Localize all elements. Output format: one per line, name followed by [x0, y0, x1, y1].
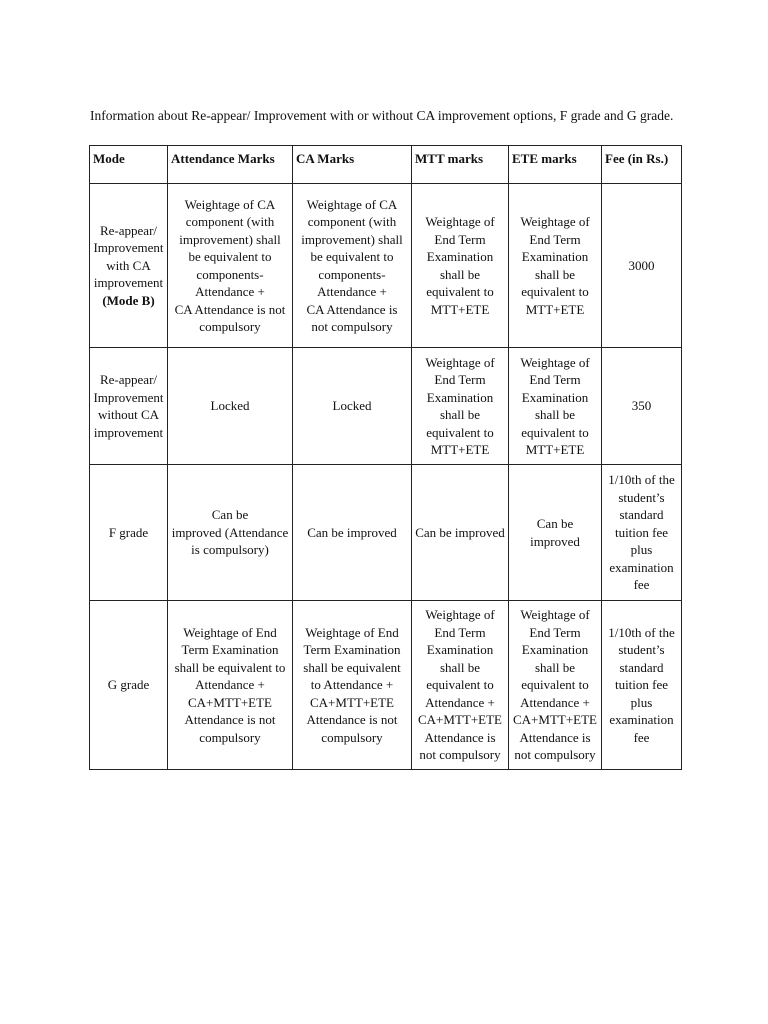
cell-ete — [509, 601, 602, 770]
ca-text: Locked — [332, 398, 372, 414]
mode-suffix: (Mode B) — [102, 292, 155, 308]
cell-attendance — [168, 348, 293, 465]
cell-ete — [509, 184, 602, 348]
header-ete-marks: ETE marks — [509, 146, 602, 184]
cell-mode — [90, 465, 168, 601]
cell-fee — [602, 601, 682, 770]
table-row — [90, 465, 682, 601]
cell-ca — [293, 465, 412, 601]
fee-text: 350 — [631, 398, 652, 414]
cell-ca — [293, 184, 412, 348]
mode-text: G grade — [107, 677, 150, 693]
mode-text: Re-appear/ Improvement without CA improvement — [93, 372, 164, 440]
ete-text: Can be improved — [530, 516, 580, 549]
cell-attendance — [168, 184, 293, 348]
ca-text: Weightage of End Term Examination shall be equivalent to Attendance + CA+MTT+ETE Attendance is not compulsory — [303, 624, 401, 745]
mode-text: F grade — [108, 524, 149, 540]
mtt-text: Weightage of End Term Examination shall be equivalent to Attendance + CA+MTT+ETE Attendance is not compulsory — [418, 607, 502, 763]
table-row — [90, 348, 682, 465]
cell-ete — [509, 348, 602, 465]
cell-mode — [90, 601, 168, 770]
fee-text: 3000 — [628, 257, 655, 273]
cell-mtt — [412, 465, 509, 601]
cell-fee — [602, 184, 682, 348]
attendance-text: Weightage of CA component (with improvement) shall be equivalent to components- Attendance + CA Attendance is not compulsory — [174, 196, 286, 334]
table-row — [90, 601, 682, 770]
attendance-text: Weightage of End Term Examination shall be equivalent to Attendance + CA+MTT+ETE Attendance is not compulsory — [174, 624, 286, 745]
attendance-text: Can be improved (Attendance is compulsory) — [171, 507, 289, 558]
ete-text: Weightage of End Term Examination shall be equivalent to Attendance + CA+MTT+ETE Attendance is not compulsory — [513, 607, 597, 763]
cell-ca — [293, 601, 412, 770]
cell-mtt — [412, 184, 509, 348]
mtt-text: Weightage of End Term Examination shall be equivalent to MTT+ETE — [425, 214, 495, 317]
header-mode: Mode — [90, 146, 168, 184]
mtt-text: Can be improved — [415, 524, 505, 540]
ete-text: Weightage of End Term Examination shall be equivalent to MTT+ETE — [520, 354, 590, 457]
reappear-options-table — [89, 145, 682, 770]
cell-attendance — [168, 601, 293, 770]
attendance-text: Locked — [210, 398, 250, 414]
cell-mtt — [412, 601, 509, 770]
header-attendance-marks: Attendance Marks — [168, 146, 293, 184]
ca-text: Weightage of CA component (with improvement) shall be equivalent to components- Attendance + CA Attendance is not compulsory — [301, 196, 403, 334]
table-header-row — [90, 146, 682, 184]
mode-text: Re-appear/ Improvement with CA improvement — [93, 222, 164, 291]
cell-ca — [293, 348, 412, 465]
fee-text: 1/10th of the student’s standard tuition fee plus examination fee — [608, 472, 675, 593]
cell-fee — [602, 348, 682, 465]
fee-text: 1/10th of the student’s standard tuition fee plus examination fee — [608, 624, 675, 745]
header-mtt-marks: MTT marks — [412, 146, 509, 184]
cell-attendance — [168, 465, 293, 601]
cell-mode — [90, 184, 168, 348]
cell-ete — [509, 465, 602, 601]
ca-text: Can be improved — [307, 524, 397, 540]
ete-text: Weightage of End Term Examination shall be equivalent to MTT+ETE — [520, 214, 590, 317]
cell-mode — [90, 348, 168, 465]
cell-fee — [602, 465, 682, 601]
header-fee: Fee (in Rs.) — [602, 146, 682, 184]
intro-paragraph: Information about Re-appear/ Improvement with or without CA improvement options, F grade and G grade. — [90, 107, 674, 123]
cell-mtt — [412, 348, 509, 465]
header-ca-marks: CA Marks — [293, 146, 412, 184]
mtt-text: Weightage of End Term Examination shall be equivalent to MTT+ETE — [425, 354, 495, 457]
table-row — [90, 184, 682, 348]
